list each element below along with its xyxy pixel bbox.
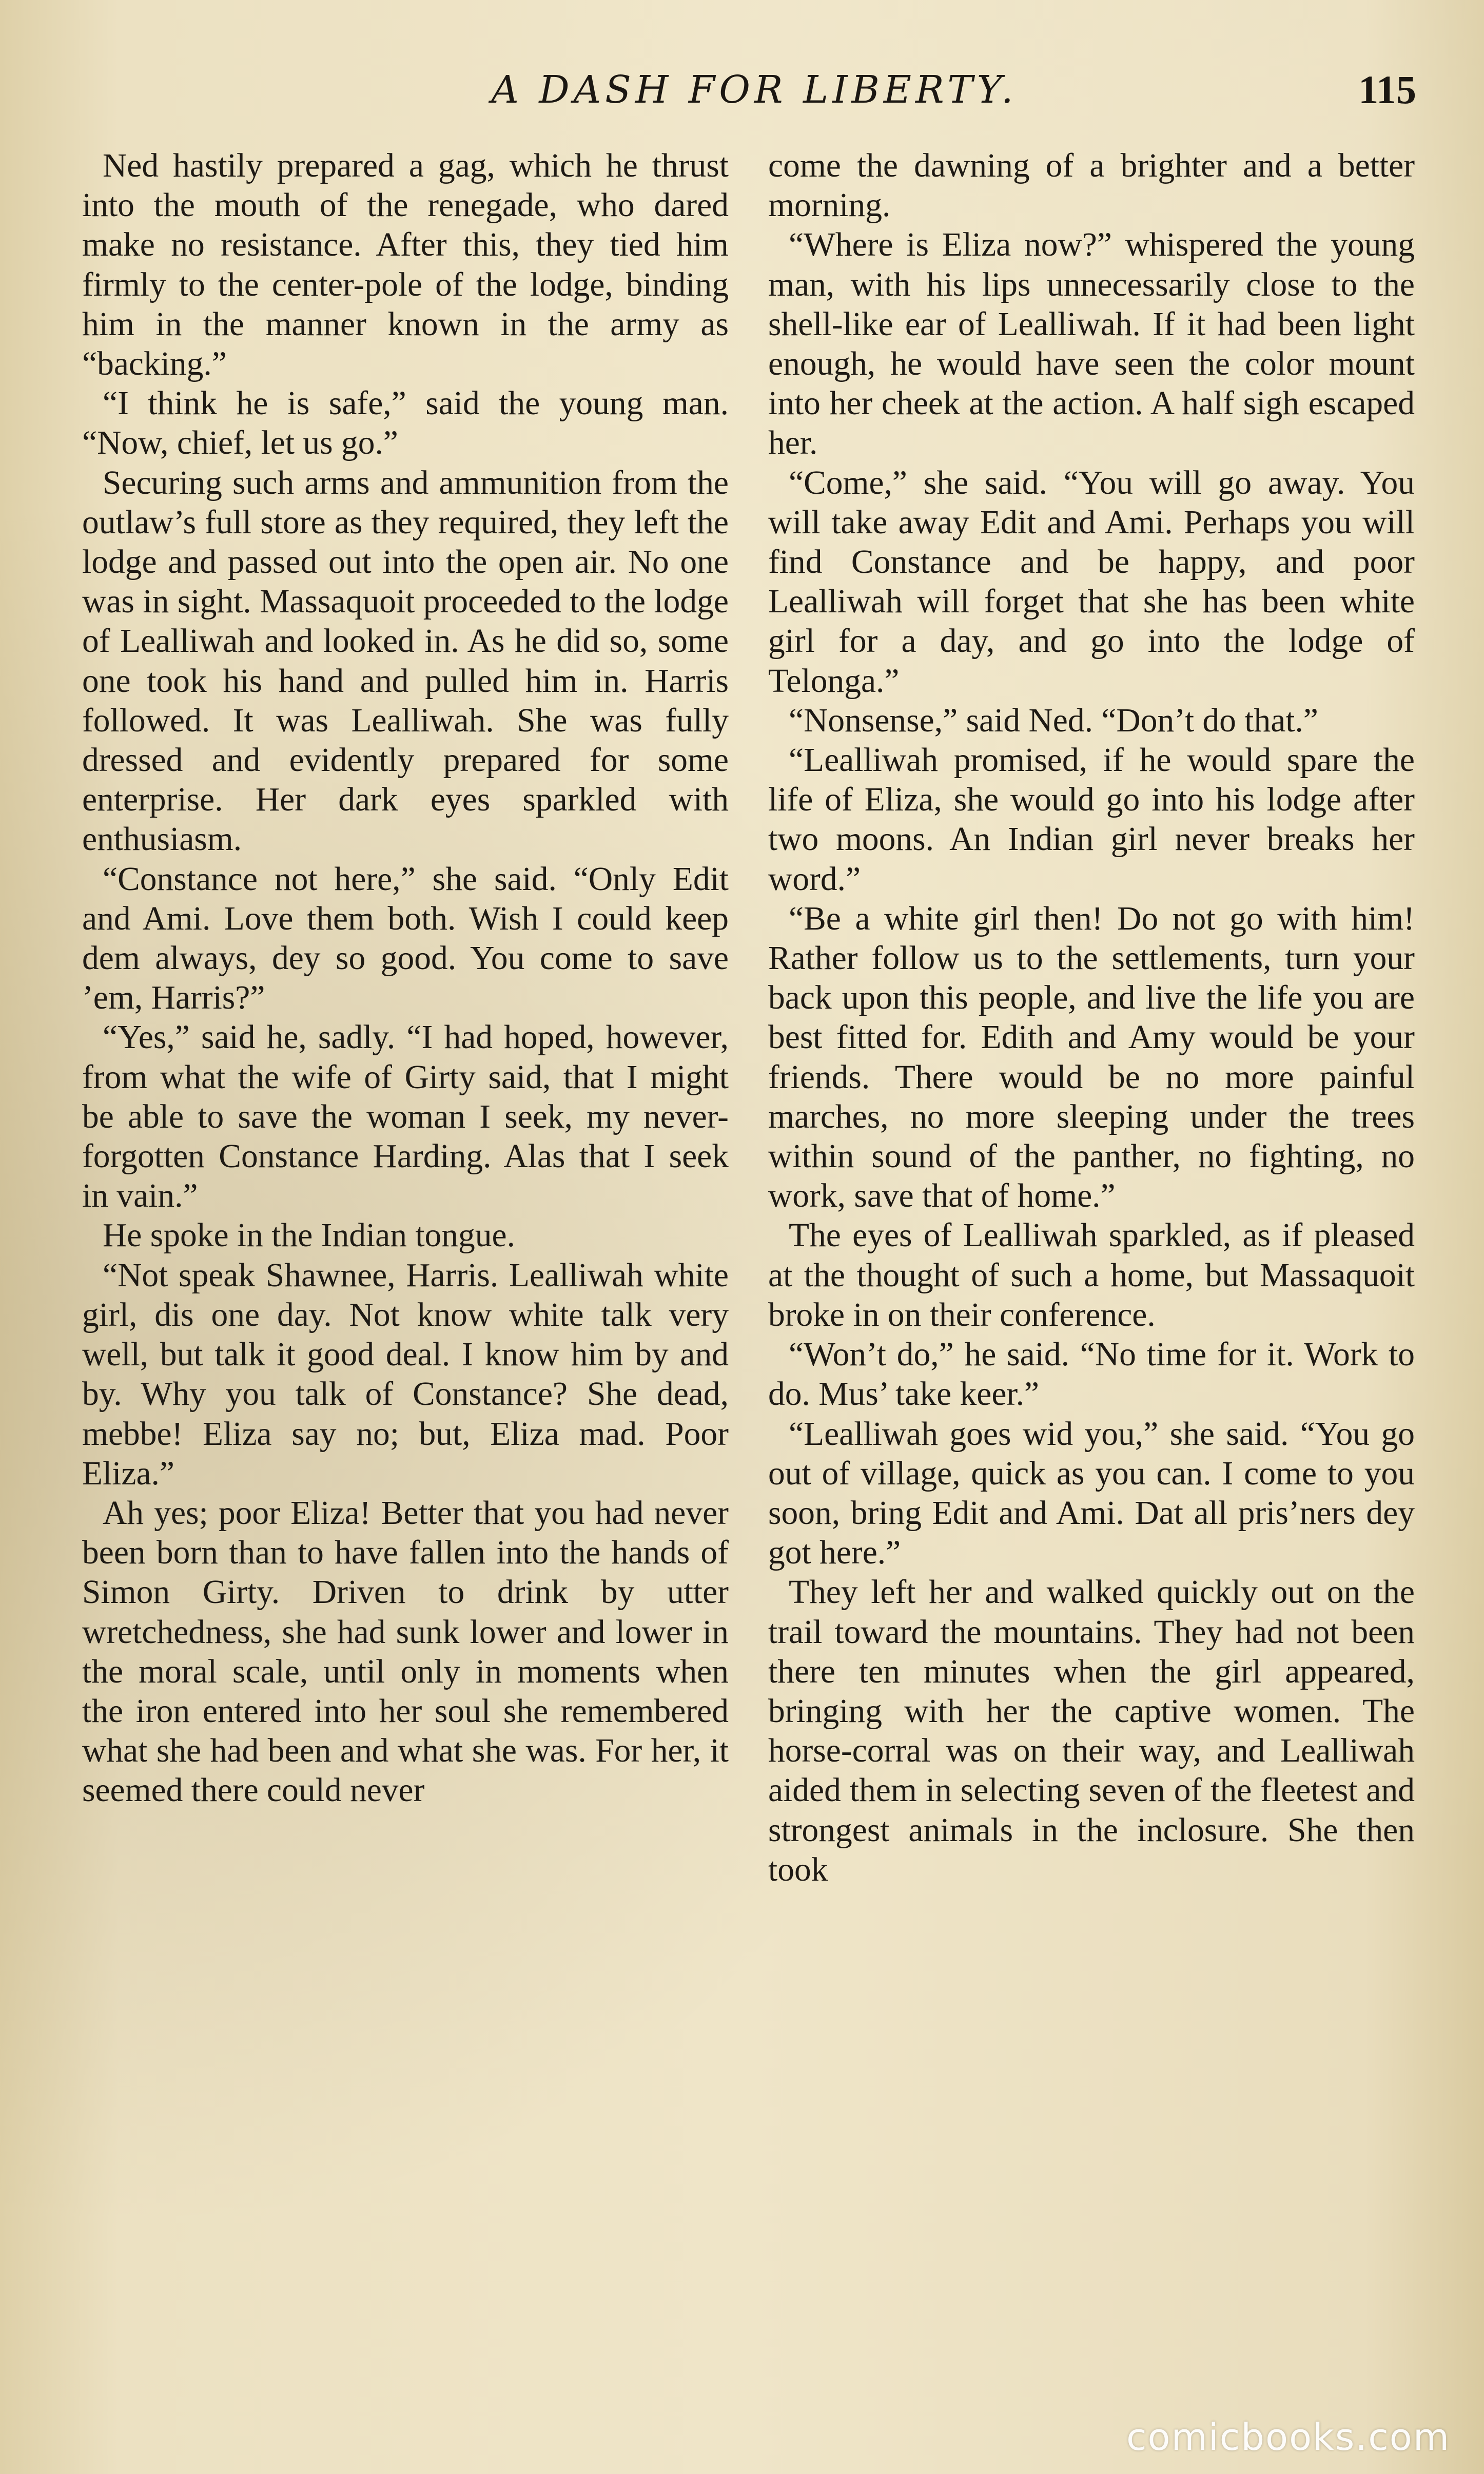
paragraph: “Lealliwah promised, if he would spare the life of Eliza, she would go into his lodge after two moons. An Indian girl never breaks her word.” [768,742,1415,898]
paragraph: “Lealliwah goes wid you,” she said. “You go out of village, quick as you can. I come to you soon, bring Edit and Ami. Dat all pris’ners dey got here.” [768,1415,1415,1572]
paragraph: “Come,” she said. “You will go away. You will take away Edit and Ami. Perhaps you will find Constance and be happy, and poor Lealliwah will forget that she has been white girl for a day, and go into the lodge of Telonga.” [768,464,1415,700]
paragraph: Ned hastily prepared a gag, which he thrust into the mouth of the renegade, who dared make no resistance. After this, they tied him firmly to the center-pole of the lodge, binding him in the manner known in the army as “backing.” [82,147,729,383]
paragraph: “Where is Eliza now?” whispered the young man, with his lips unnecessarily close to the shell-like ear of Lealliwah. If it had been light enough, he would have seen the color mount into her cheek at the action. A half sigh escaped her. [768,226,1415,462]
paragraph-continuation: come the dawning of a brighter and a better morning. [768,147,1415,224]
paragraph: “I think he is safe,” said the young man. “Now, chief, let us go.” [82,385,729,462]
running-title: A DASH FOR LIBERTY. [491,68,1018,112]
paragraph: “Yes,” said he, sadly. “I had hoped, however, from what the wife of Girty said, that I might be able to save the woman I seek, my never-forgotten Constance Harding. Alas that I seek in vain.” [82,1019,729,1215]
page-header [82,62,1427,118]
paragraph: The eyes of Lealliwah sparkled, as if pleased at the thought of such a home, but Massaquoit broke in on their conference. [768,1217,1415,1333]
left-column [82,146,729,1811]
paragraph: Securing such arms and ammunition from the outlaw’s full store as they required, they left the lodge and passed out into the open air. No one was in sight. Massaquoit proceeded to the lodge of Lealliwah and looked in. As he did so, some one took his hand and pulled him in. Harris followed. It was Lealliwah. She was fully dressed and evidently prepared for some enterprise. Her dark eyes sparkled with enthusiasm. [82,464,729,858]
paragraph: “Be a white girl then! Do not go with him! Rather follow us to the settlements, turn your back upon this people, and live the life you are best fitted for. Edith and Amy would be your friends. There would be no more painful marches, no more sleeping under the trees within sound of the panther, no fighting, no work, save that of home.” [768,900,1415,1215]
page-number: 115 [1358,67,1416,112]
paragraph: He spoke in the Indian tongue. [103,1217,516,1254]
paragraph: They left her and walked quickly out on the trail toward the mountains. They had not been there ten minutes when the girl appeared, bringing with her the captive women. The horse-corral was on their way, and Lealliwah aided them in selecting seven of the fleetest and strongest animals in the inclosure. She then took [768,1574,1415,1888]
paragraph: “Won’t do,” he said. “No time for it. Work to do. Mus’ take keer.” [768,1336,1415,1413]
paragraph: “Constance not here,” she said. “Only Edit and Ami. Love them both. Wish I could keep dem always, dey so good. You come to save ’em, Harris?” [82,860,729,1017]
watermark: comicbooks.com [1126,2415,1450,2459]
paragraph: Ah yes; poor Eliza! Better that you had never been born than to have fallen into the hands of Simon Girty. Driven to drink by utter wretchedness, she had sunk lower and lower in the moral scale, until only in moments when the iron entered into her soul she remembered what she had been and what she was. For her, it seemed there could never [82,1494,729,1809]
paragraph: “Nonsense,” said Ned. “Don’t do that.” [789,702,1318,739]
paragraph: “Not speak Shawnee, Harris. Lealliwah white girl, dis one day. Not know white talk very well, but talk it good deal. I know him by and by. Why you talk of Constance? She dead, mebbe! Eliza say no; but, Eliza mad. Poor Eliza.” [82,1257,729,1492]
right-column [768,146,1415,1890]
